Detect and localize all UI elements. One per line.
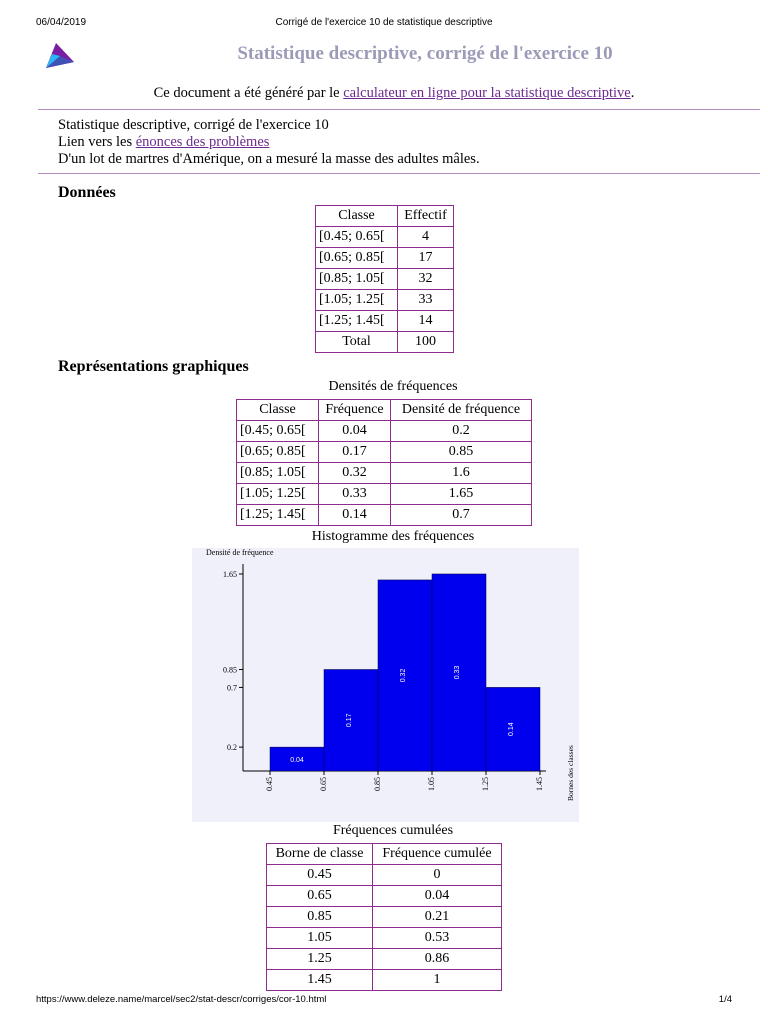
- cumulative-table: [266, 843, 502, 991]
- column-header: Fréquence: [319, 400, 391, 421]
- table-row: [0.65; 0.85[ 17: [316, 248, 454, 269]
- table-row: [1.05; 1.25[ 33: [316, 290, 454, 311]
- table-row: 1.25 0.86: [267, 949, 502, 970]
- table-row: [0.45; 0.65[ 0.04 0.2: [237, 421, 532, 442]
- table-row: 0.85 0.21: [267, 907, 502, 928]
- x-tick-label: 1.05: [427, 777, 436, 791]
- y-tick-label: 0.2: [227, 743, 237, 753]
- problems-link[interactable]: énonces des problèmes: [135, 134, 270, 150]
- bar-label: 0.17: [346, 713, 353, 728]
- section-heading-donnees: Données: [58, 184, 116, 201]
- y-tick-label: 0.85: [223, 665, 237, 675]
- table-row: [0.65; 0.85[ 0.17 0.85: [237, 442, 532, 463]
- x-tick-label: 0.65: [319, 777, 328, 791]
- y-tick-label: 0.7: [227, 683, 237, 693]
- bar-label: 0.33: [454, 665, 461, 680]
- x-axis-label: Bornes des classes: [566, 745, 575, 801]
- table-caption: Fréquences cumulées: [332, 823, 454, 838]
- logo-icon: [44, 42, 76, 70]
- column-header: Borne de classe: [267, 844, 373, 865]
- print-header-title: Corrigé de l'exercice 10 de statistique descriptive: [275, 17, 493, 28]
- column-header: Densité de fréquence: [391, 400, 532, 421]
- table-row: [0.45; 0.65[ 4: [316, 227, 454, 248]
- exercise-description: [58, 117, 480, 168]
- table-row: [1.25; 1.45[ 14: [316, 311, 454, 332]
- table-row: [0.85; 1.05[ 0.32 1.6: [237, 463, 532, 484]
- x-tick-label: 0.85: [373, 777, 382, 791]
- column-header: Fréquence cumulée: [373, 844, 502, 865]
- chart-caption: Histogramme des fréquences: [311, 529, 475, 544]
- page-number: 1/4: [718, 994, 732, 1005]
- y-axis-label: Densité de fréquence: [206, 548, 274, 557]
- print-footer-url: https://www.deleze.name/marcel/sec2/stat-descr/corriges/cor-10.html: [36, 994, 327, 1005]
- density-table: [236, 399, 532, 526]
- column-header: Effectif: [398, 206, 454, 227]
- column-header: Classe: [237, 400, 319, 421]
- table-row: Total 100: [316, 332, 454, 353]
- table-row: [1.25; 1.45[ 0.14 0.7: [237, 505, 532, 526]
- divider: [38, 109, 760, 110]
- bar-label: 0.32: [400, 668, 407, 683]
- x-tick-label: 0.45: [265, 777, 274, 791]
- description-line: D'un lot de martres d'Amérique, on a mesuré la masse des adultes mâles.: [58, 151, 480, 167]
- x-tick-label: 1.25: [481, 777, 490, 791]
- divider: [38, 173, 760, 174]
- bar-label: 0.14: [508, 722, 515, 737]
- table-row: [1.05; 1.25[ 0.33 1.65: [237, 484, 532, 505]
- bar-label: 0.04: [290, 757, 304, 765]
- histogram-svg: [192, 548, 579, 822]
- table-row: [0.85; 1.05[ 32: [316, 269, 454, 290]
- description-line: Statistique descriptive, corrigé de l'exercice 10: [58, 117, 329, 133]
- page-title: Statistique descriptive, corrigé de l'exercice 10: [237, 43, 613, 64]
- x-tick-label: 1.45: [535, 777, 544, 791]
- intro-text: Ce document a été généré par le calculateur en ligne pour la statistique descriptive.: [153, 85, 635, 101]
- data-table: [315, 205, 454, 353]
- column-header: Classe: [316, 206, 398, 227]
- table-row: 0.45 0: [267, 865, 502, 886]
- print-date: 06/04/2019: [36, 17, 87, 28]
- calculator-link[interactable]: calculateur en ligne pour la statistique descriptive: [343, 85, 631, 101]
- table-row: 1.05 0.53: [267, 928, 502, 949]
- table-caption: Densités de fréquences: [328, 379, 458, 394]
- y-tick-label: 1.65: [223, 569, 237, 579]
- section-heading-representations: Représentations graphiques: [58, 358, 249, 375]
- histogram-chart: [192, 548, 579, 822]
- problems-link-line: Lien vers les énonces des problèmes: [58, 134, 270, 150]
- table-row: 0.65 0.04: [267, 886, 502, 907]
- table-row: 1.45 1: [267, 970, 502, 991]
